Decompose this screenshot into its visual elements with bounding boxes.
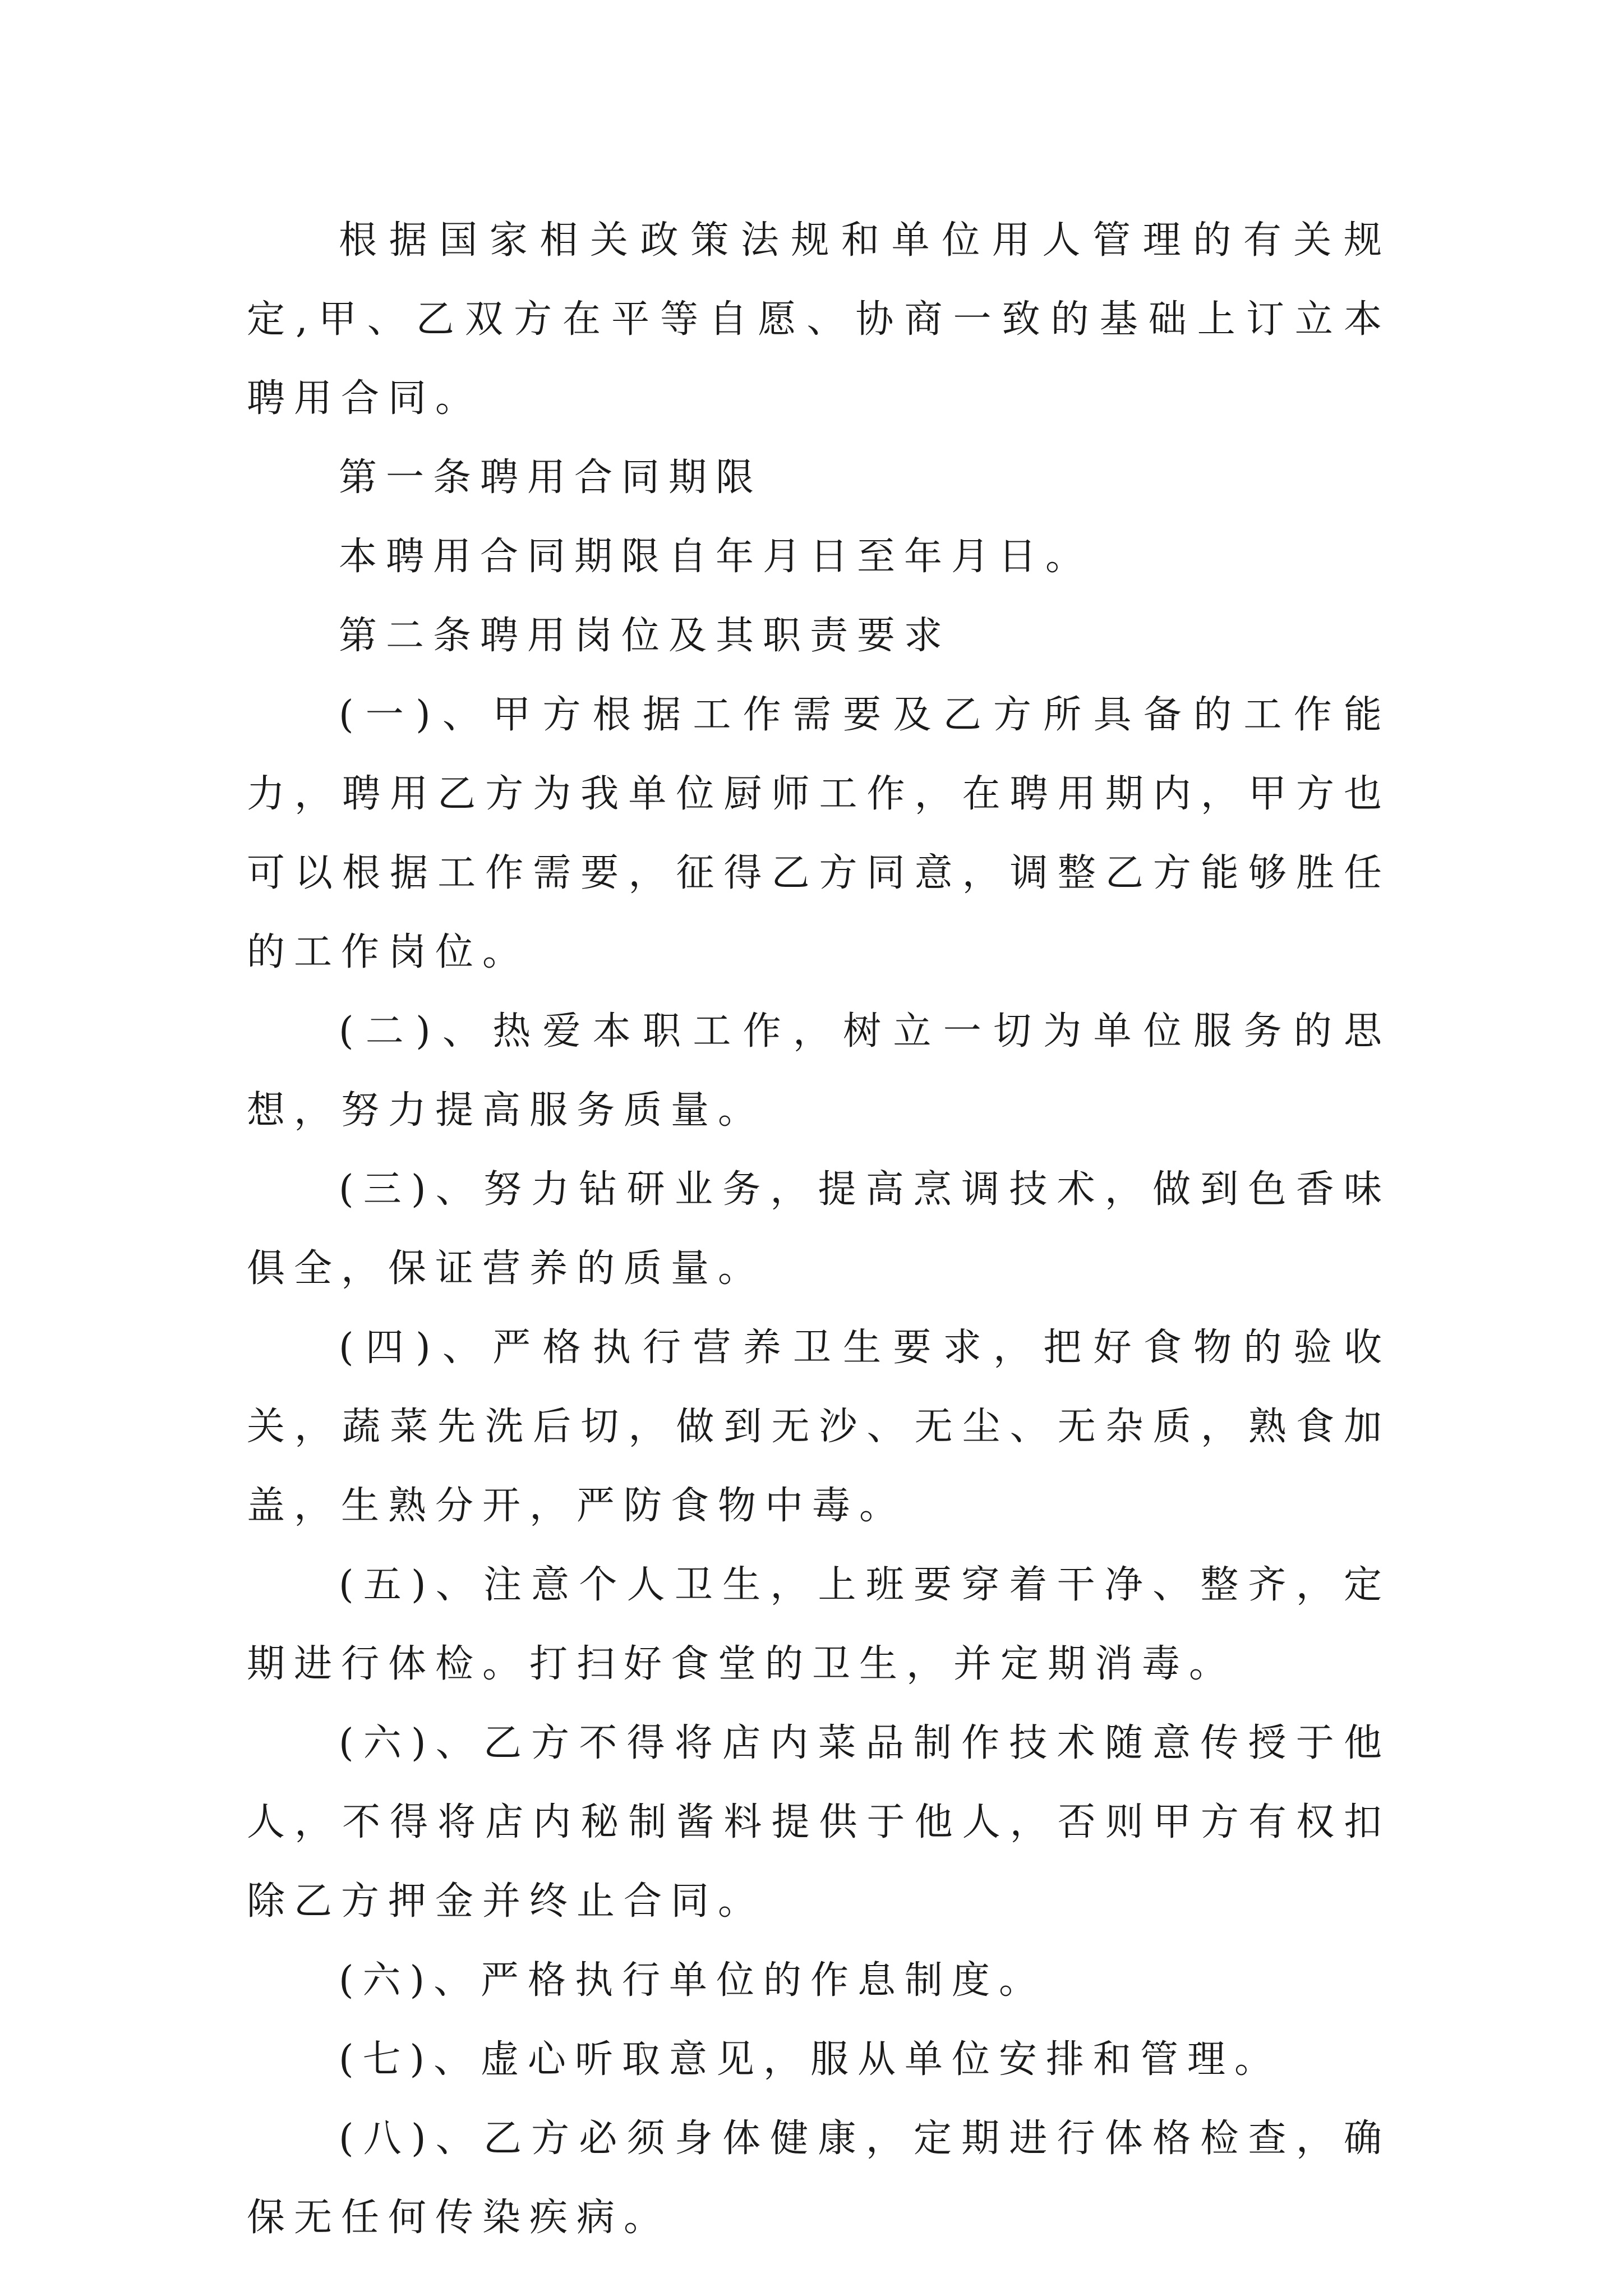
clause-3: (三)、努力钻研业务，提高烹调技术，做到色香味俱全，保证营养的质量。 bbox=[247, 1167, 1391, 1291]
paragraph-term: 本聘用合同期限自年月日至年月日。 bbox=[339, 535, 1093, 579]
heading-article-1: 第一条聘用合同期限 bbox=[339, 455, 763, 500]
clause-6b: (六)、严格执行单位的作息制度。 bbox=[339, 1958, 1046, 2003]
clause-2: (二)、热爱本职工作，树立一切为单位服务的思想，努力提高服务质量。 bbox=[247, 1009, 1391, 1133]
clause-1: (一)、甲方根据工作需要及乙方所具备的工作能力，聘用乙方为我单位厨师工作，在聘用期内，甲方也可以根据工作需要，征得乙方同意，调整乙方能够胜任的工作岗位。 bbox=[247, 693, 1391, 974]
document-body bbox=[247, 201, 1391, 2257]
paragraph-preamble: 根据国家相关政策法规和单位用人管理的有关规定,甲、乙双方在平等自愿、协商一致的基础上订立本聘用合同。 bbox=[247, 218, 1391, 421]
clause-5: (五)、注意个人卫生，上班要穿着干净、整齐，定期进行体检。打扫好食堂的卫生，并定期消毒。 bbox=[247, 1563, 1391, 1686]
clause-6a: (六)、乙方不得将店内菜品制作技术随意传授于他人，不得将店内秘制酱料提供于他人，否则甲方有权扣除乙方押金并终止合同。 bbox=[247, 1721, 1391, 1924]
clause-8: (八)、乙方必须身体健康，定期进行体格检查，确保无任何传染疾病。 bbox=[247, 2116, 1391, 2240]
clause-7: (七)、虚心听取意见，服从单位安排和管理。 bbox=[339, 2037, 1282, 2082]
clause-4: (四)、严格执行营养卫生要求，把好食物的验收关，蔬菜先洗后切，做到无沙、无尘、无杂质，熟食加盖，生熟分开，严防食物中毒。 bbox=[247, 1326, 1391, 1528]
heading-article-2: 第二条聘用岗位及其职责要求 bbox=[339, 614, 952, 658]
